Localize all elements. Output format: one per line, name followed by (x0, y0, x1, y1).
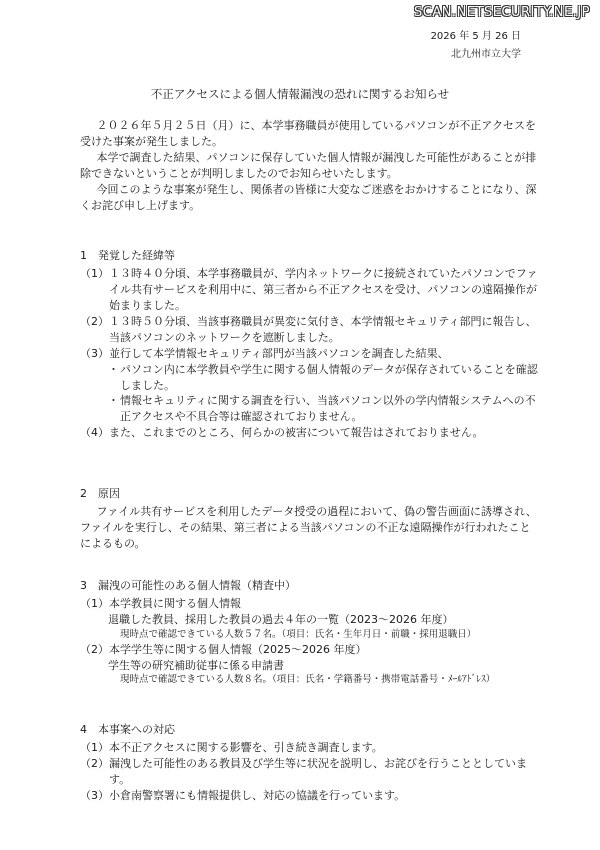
item-number: （2） (80, 314, 109, 328)
list-item (80, 596, 540, 612)
bullet-mark: ・ (108, 394, 119, 408)
document-title: 不正アクセスによる個人情報漏洩の恐れに関するお知らせ (150, 87, 450, 101)
item-text: 本学学生等に関する個人情報（2025～2026 年度） (109, 642, 367, 656)
item-text: また、これまでのところ、何らかの被害について報告はされておりません。 (109, 426, 484, 440)
item-number: （1） (80, 740, 109, 754)
item-text: １３時４０分頃、本学事務職員が、学内ネットワークに接続されていたパソコンでファイル共有サービスを利用中に、第三者から不正アクセスを受け、パソコンの遠隔操作が始まりました。 (109, 266, 538, 312)
intro-section (80, 118, 540, 214)
section-heading: 1 発覚した経緯等 (80, 249, 175, 262)
item-number: （3） (80, 346, 109, 360)
item-text: 漏洩した可能性のある教員及び学生等に状況を説明し、お詫びを行うこととしています。 (109, 756, 527, 786)
item-text: １３時５０分頃、当該事務職員が異変に気付き、本学情報セキュリティ部門に報告し、当該パソコンのネットワークを遮断しました。 (109, 314, 537, 344)
item-number: （1） (80, 266, 109, 280)
section-cause (80, 486, 540, 552)
section-response (80, 722, 540, 804)
cause-text: ファイル共有サービスを利用したデータ授受の過程において、偽の警告画面に誘導され、ファイルを実行し、その結果、第三者による当該パソコンの不正な遠隔操作が行われたことによるもの。 (80, 504, 537, 550)
list-item (80, 266, 540, 314)
organization-name: 北九州市立大学 (451, 49, 521, 60)
list-item (80, 756, 540, 788)
list-item (80, 425, 540, 441)
item-text: 小倉南警察署にも情報提供し、対応の協議を行っています。 (109, 788, 406, 802)
item-number: （2） (80, 756, 109, 770)
watermark: SCAN.NETSECURITY.NE.JP (413, 5, 590, 20)
bullet-mark: ・ (108, 362, 119, 376)
section-discovery (80, 248, 540, 441)
item-text: 並行して本学情報セキュリティ部門が当該パソコンを調査した結果、 (109, 346, 449, 360)
item-detail: 現時点で確認できている人数５７名。（項目：氏名・生年月日・前職・採用退職日） (120, 628, 477, 640)
list-item (80, 740, 540, 756)
item-detail: 現時点で確認できている人数８名。（項目：氏名・学籍番号・携帯電話番号・ﾒｰﾙｱﾄﾞﾚｽ） (120, 674, 496, 686)
intro-paragraph-2: 本学で調査した結果、パソコンに保存していた個人情報が漏洩した可能性があることが排除できないということが判明しましたのでお知らせいたします。 (80, 150, 537, 180)
section-leaked-info (80, 578, 540, 687)
bullet-item (108, 362, 540, 394)
item-number: （1） (80, 596, 109, 610)
bullet-item (108, 393, 540, 425)
list-item (80, 314, 540, 346)
section-heading: 4 本事案への対応 (80, 723, 175, 736)
bullet-text: 情報セキュリティに関する調査を行い、当該パソコン以外の学内情報システムへの不正アクセスや不具合等は確認されておりません。 (120, 394, 536, 424)
bullet-text: パソコン内に本学教員や学生に関する個人情報のデータが保存されていることを確認しました。 (120, 362, 538, 392)
item-subtext: 退職した教員、採用した教員の過去４年の一覧（2023～2026 年度） (108, 612, 454, 626)
item-text: 本不正アクセスに関する影響を、引き続き調査します。 (109, 740, 383, 754)
section-heading: 2 原因 (80, 487, 120, 500)
item-subtext: 学生等の研究補助従事に係る申請書 (108, 658, 284, 672)
intro-paragraph-3: 今回このような事案が発生し、関係者の皆様に大変なご迷惑をおかけすることになり、深くお詫び申し上げます。 (80, 182, 537, 212)
item-number: （2） (80, 642, 109, 656)
list-item (80, 346, 540, 362)
list-item (80, 788, 540, 804)
list-item (80, 642, 540, 658)
intro-paragraph-1: ２０２６年５月２５日（月）に、本学事務職員が使用しているパソコンが不正アクセスを受けた事案が発生しました。 (80, 119, 536, 148)
item-text: 本学教員に関する個人情報 (109, 596, 241, 610)
item-number: （3） (80, 788, 109, 802)
document-date: 2026 年 5 月 26 日 (430, 31, 521, 42)
item-number: （4） (80, 426, 109, 440)
section-heading: 3 漏洩の可能性のある個人情報（精査中） (80, 579, 296, 592)
